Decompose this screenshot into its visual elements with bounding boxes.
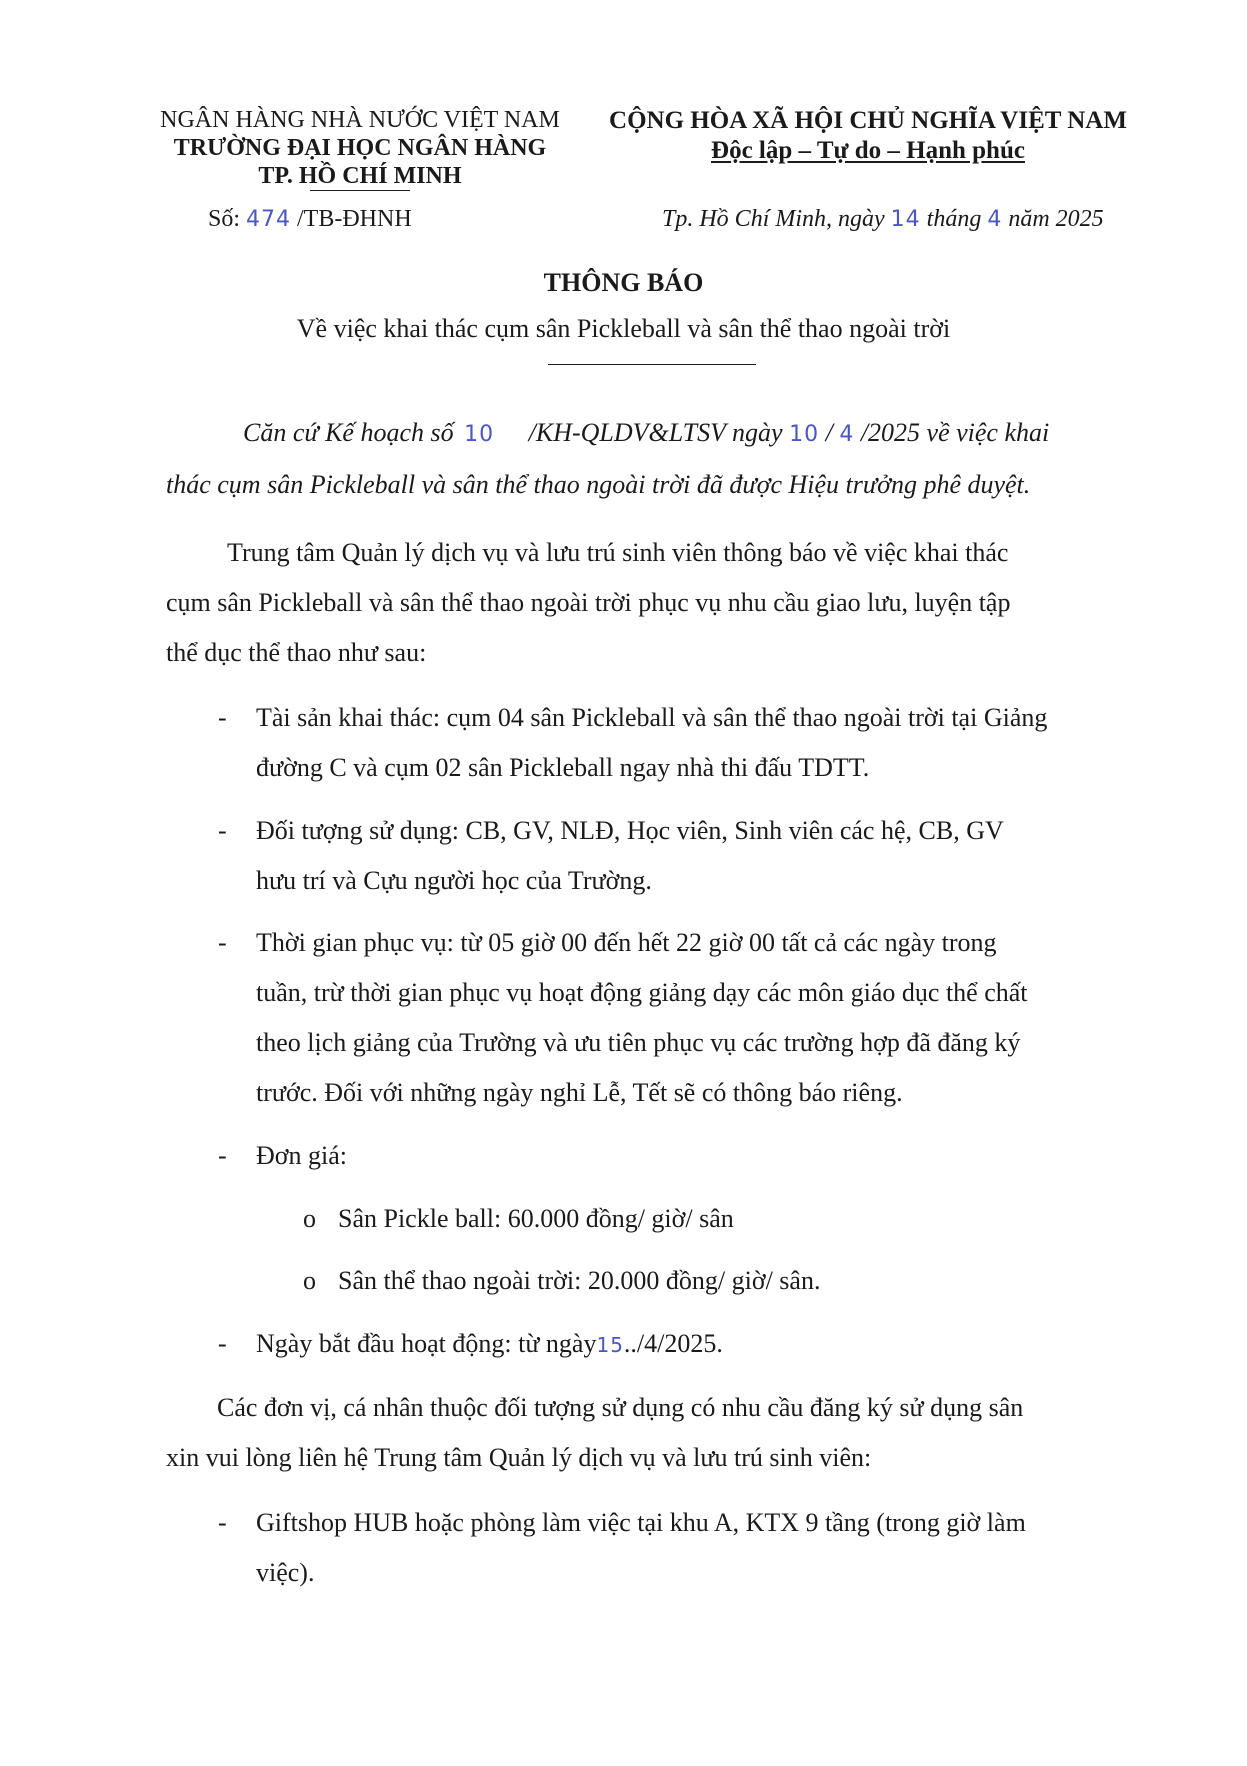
date-month-handwritten: 4 [987,207,1003,232]
place-date-prefix: Tp. Hồ Chí Minh, ngày [662,206,885,232]
price-label: Đơn giá: [256,1141,348,1170]
document-subtitle: Về việc khai thác cụm sân Pickleball và sân thể thao ngoài trời [296,314,951,343]
intro-line-2: cụm sân Pickleball và sân thể thao ngoài trời phục vụ nhu cầu giao lưu, luyện tập [166,588,1011,617]
sub-bullet-marker: o [303,1266,316,1295]
bullet-dash: - [218,816,227,845]
price-outdoor: Sân thể thao ngoài trời: 20.000 đồng/ giờ/ sân. [338,1266,821,1295]
doc-number-prefix: Số: [208,206,241,232]
date-day-handwritten: 14 [890,207,921,232]
start-date-prefix: Ngày bắt đầu hoạt động: từ ngày [256,1329,597,1358]
users-line-2: hưu trí và Cựu người học của Trường. [256,866,652,895]
bullet-dash: - [218,928,227,957]
contact-line-2: xin vui lòng liên hệ Trung tâm Quản lý dịch vụ và lưu trú sinh viên: [166,1443,872,1472]
republic-name: CỘNG HÒA XÃ HỘI CHỦ NGHĨA VIỆT NAM [609,107,1127,134]
national-motto: Độc lập – Tự do – Hạnh phúc [711,137,1025,164]
school-name-line1: TRƯỜNG ĐẠI HỌC NGÂN HÀNG [173,135,547,161]
bullet-dash: - [218,1141,227,1170]
contact-line-1: Các đơn vị, cá nhân thuộc đối tượng sử dụng có nhu cầu đăng ký sử dụng sân [217,1393,1024,1422]
title-divider [548,364,756,365]
basis-line-2: thác cụm sân Pickleball và sân thể thao ngoài trời đã được Hiệu trưởng phê duyệt. [166,470,1031,499]
bullet-dash: - [218,703,227,732]
basis-sep: / [825,418,833,447]
start-day-handwritten: 15 [596,1333,624,1357]
month-label: tháng [926,206,982,232]
document-title: THÔNG BÁO [543,268,704,297]
contact-item-line-2: việc). [256,1558,315,1587]
basis-text-3: /2025 về việc khai [860,418,1050,447]
users-line-1: Đối tượng sử dụng: CB, GV, NLĐ, Học viên, Sinh viên các hệ, CB, GV [256,816,1004,845]
contact-item-line-1: Giftshop HUB hoặc phòng làm việc tại khu A, KTX 9 tầng (trong giờ làm [256,1508,1026,1537]
ministry-name: NGÂN HÀNG NHÀ NƯỚC VIỆT NAM [160,107,560,133]
bullet-dash: - [218,1329,227,1358]
time-line-2: tuần, trừ thời gian phục vụ hoạt động giảng dạy các môn giáo dục thể chất [256,978,1028,1007]
plan-number-handwritten: 10 [464,422,495,447]
time-line-4: trước. Đối với những ngày nghỉ Lễ, Tết sẽ có thông báo riêng. [256,1078,903,1107]
basis-text-1: Căn cứ Kế hoạch số [243,418,454,447]
year-label: năm 2025 [1008,206,1104,232]
intro-line-1: Trung tâm Quản lý dịch vụ và lưu trú sinh viên thông báo về việc khai thác [227,538,1009,567]
plan-month-handwritten: 4 [839,422,855,447]
issuer-block [145,106,575,190]
issuer-underline [310,190,410,191]
start-date-line [256,1329,723,1359]
document-number [208,206,412,233]
basis-text-2: /KH-QLDV&LTSV ngày [528,418,783,447]
assets-line-2: đường C và cụm 02 sân Pickleball ngay nhà thi đấu TDTT. [256,753,870,782]
place-date [662,206,1104,233]
price-pickleball: Sân Pickle ball: 60.000 đồng/ giờ/ sân [338,1204,734,1233]
basis-line-1 [243,418,1049,448]
doc-number-suffix: /TB-ĐHNH [297,206,412,232]
school-name-line2: TP. HỒ CHÍ MINH [258,163,462,189]
plan-day-handwritten: 10 [789,422,820,447]
assets-line-1: Tài sản khai thác: cụm 04 sân Pickleball và sân thể thao ngoài trời tại Giảng [256,703,1048,732]
national-header [598,106,1138,166]
start-date-suffix: ../4/2025. [623,1329,723,1358]
intro-line-3: thể dục thể thao như sau: [166,638,427,667]
time-line-1: Thời gian phục vụ: từ 05 giờ 00 đến hết 22 giờ 00 tất cả các ngày trong [256,928,997,957]
sub-bullet-marker: o [303,1204,316,1233]
doc-number-handwritten: 474 [246,207,292,232]
time-line-3: theo lịch giảng của Trường và ưu tiên phục vụ các trường hợp đã đăng ký [256,1028,1021,1057]
bullet-dash: - [218,1508,227,1537]
